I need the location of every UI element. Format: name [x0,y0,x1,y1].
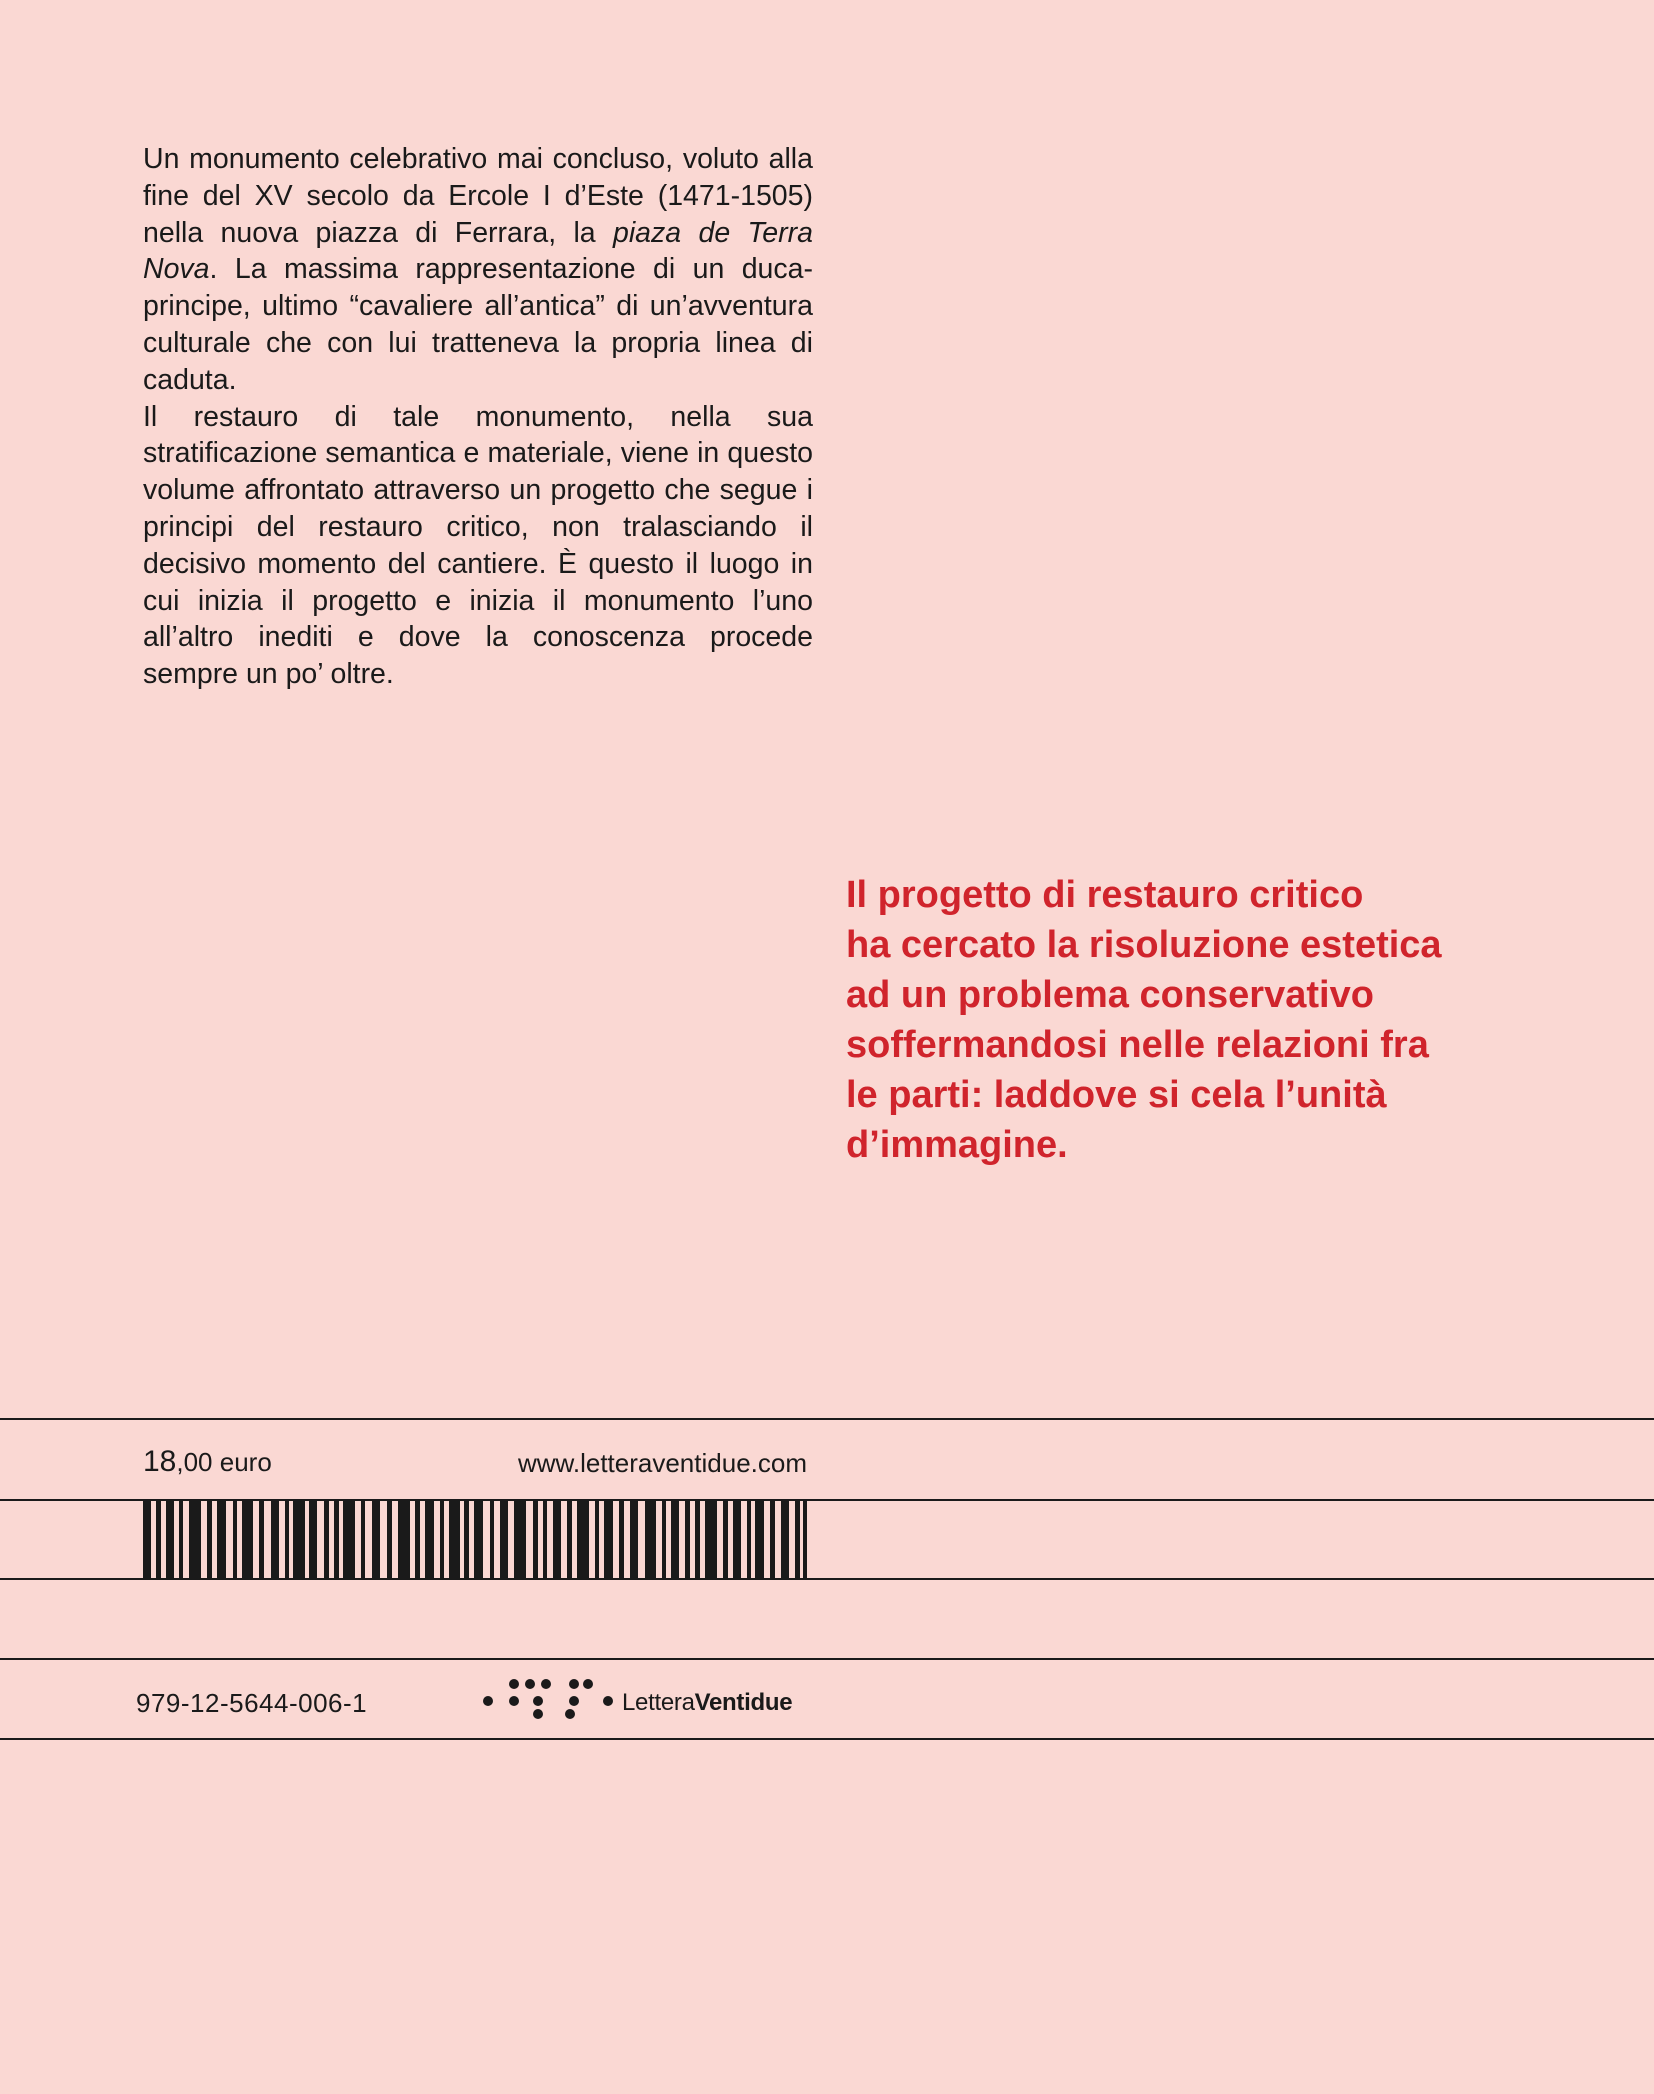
divider-line [0,1738,1654,1740]
publisher-website[interactable]: www.letteraventidue.com [517,1448,807,1478]
pull-quote-line: le parti: laddove si cela l’unità [846,1074,1387,1116]
price-currency: ,00 euro [176,1447,272,1477]
pull-quote-line: soffermandosi nelle relazioni fra [846,1024,1429,1066]
divider-line [0,1418,1654,1420]
price-amount: 18 [143,1445,177,1478]
blurb-paragraph-1 [143,141,813,399]
blurb-p1-start: Un monumento celebrativo mai concluso, voluto alla fine del XV secolo da Ercole I d’Este (1471-1505) nella nuova piazza di Ferrara, la [143,143,813,249]
pull-quote-line: ad un problema conservativo [846,974,1374,1016]
blurb-p1-end: . La massima rappresentazione di un duca-principe, ultimo “cavaliere all’antica” di un’avventura culturale che con lui tratteneva la propria linea di caduta. [143,253,813,396]
pull-quote [846,870,1526,1170]
blurb-paragraph-2: Il restauro di tale monumento, nella sua stratificazione semantica e materiale, viene in questo volume affrontato attraverso un progetto che segue i principi del restauro critico, non tralasciando il decisivo momento del cantiere. È questo il luogo in cui inizia il progetto e inizia il monumento l’uno all’altro inediti e dove la conoscenza procede sempre un po’ oltre. [143,400,813,691]
publisher-name-bold: Ventidue [694,1689,793,1716]
isbn-number: 979-12-5644-006-1 [136,1688,368,1718]
publisher-wordmark [622,1689,792,1717]
dot-pattern-logo-icon [478,1676,618,1720]
pull-quote-line: Il progetto di restauro critico [846,874,1364,916]
barcode [143,1500,807,1579]
pull-quote-line: ha cercato la risoluzione estetica [846,924,1442,966]
barcode-bars [143,1500,807,1579]
price-label [143,1445,272,1479]
divider-line [0,1658,1654,1660]
publisher-name-light: Lettera [622,1689,695,1716]
back-cover-blurb [143,141,813,693]
blurb-p1-italic-title: piaza de Terra Nova [143,216,813,286]
pull-quote-line: d’immagine. [846,1124,1068,1166]
